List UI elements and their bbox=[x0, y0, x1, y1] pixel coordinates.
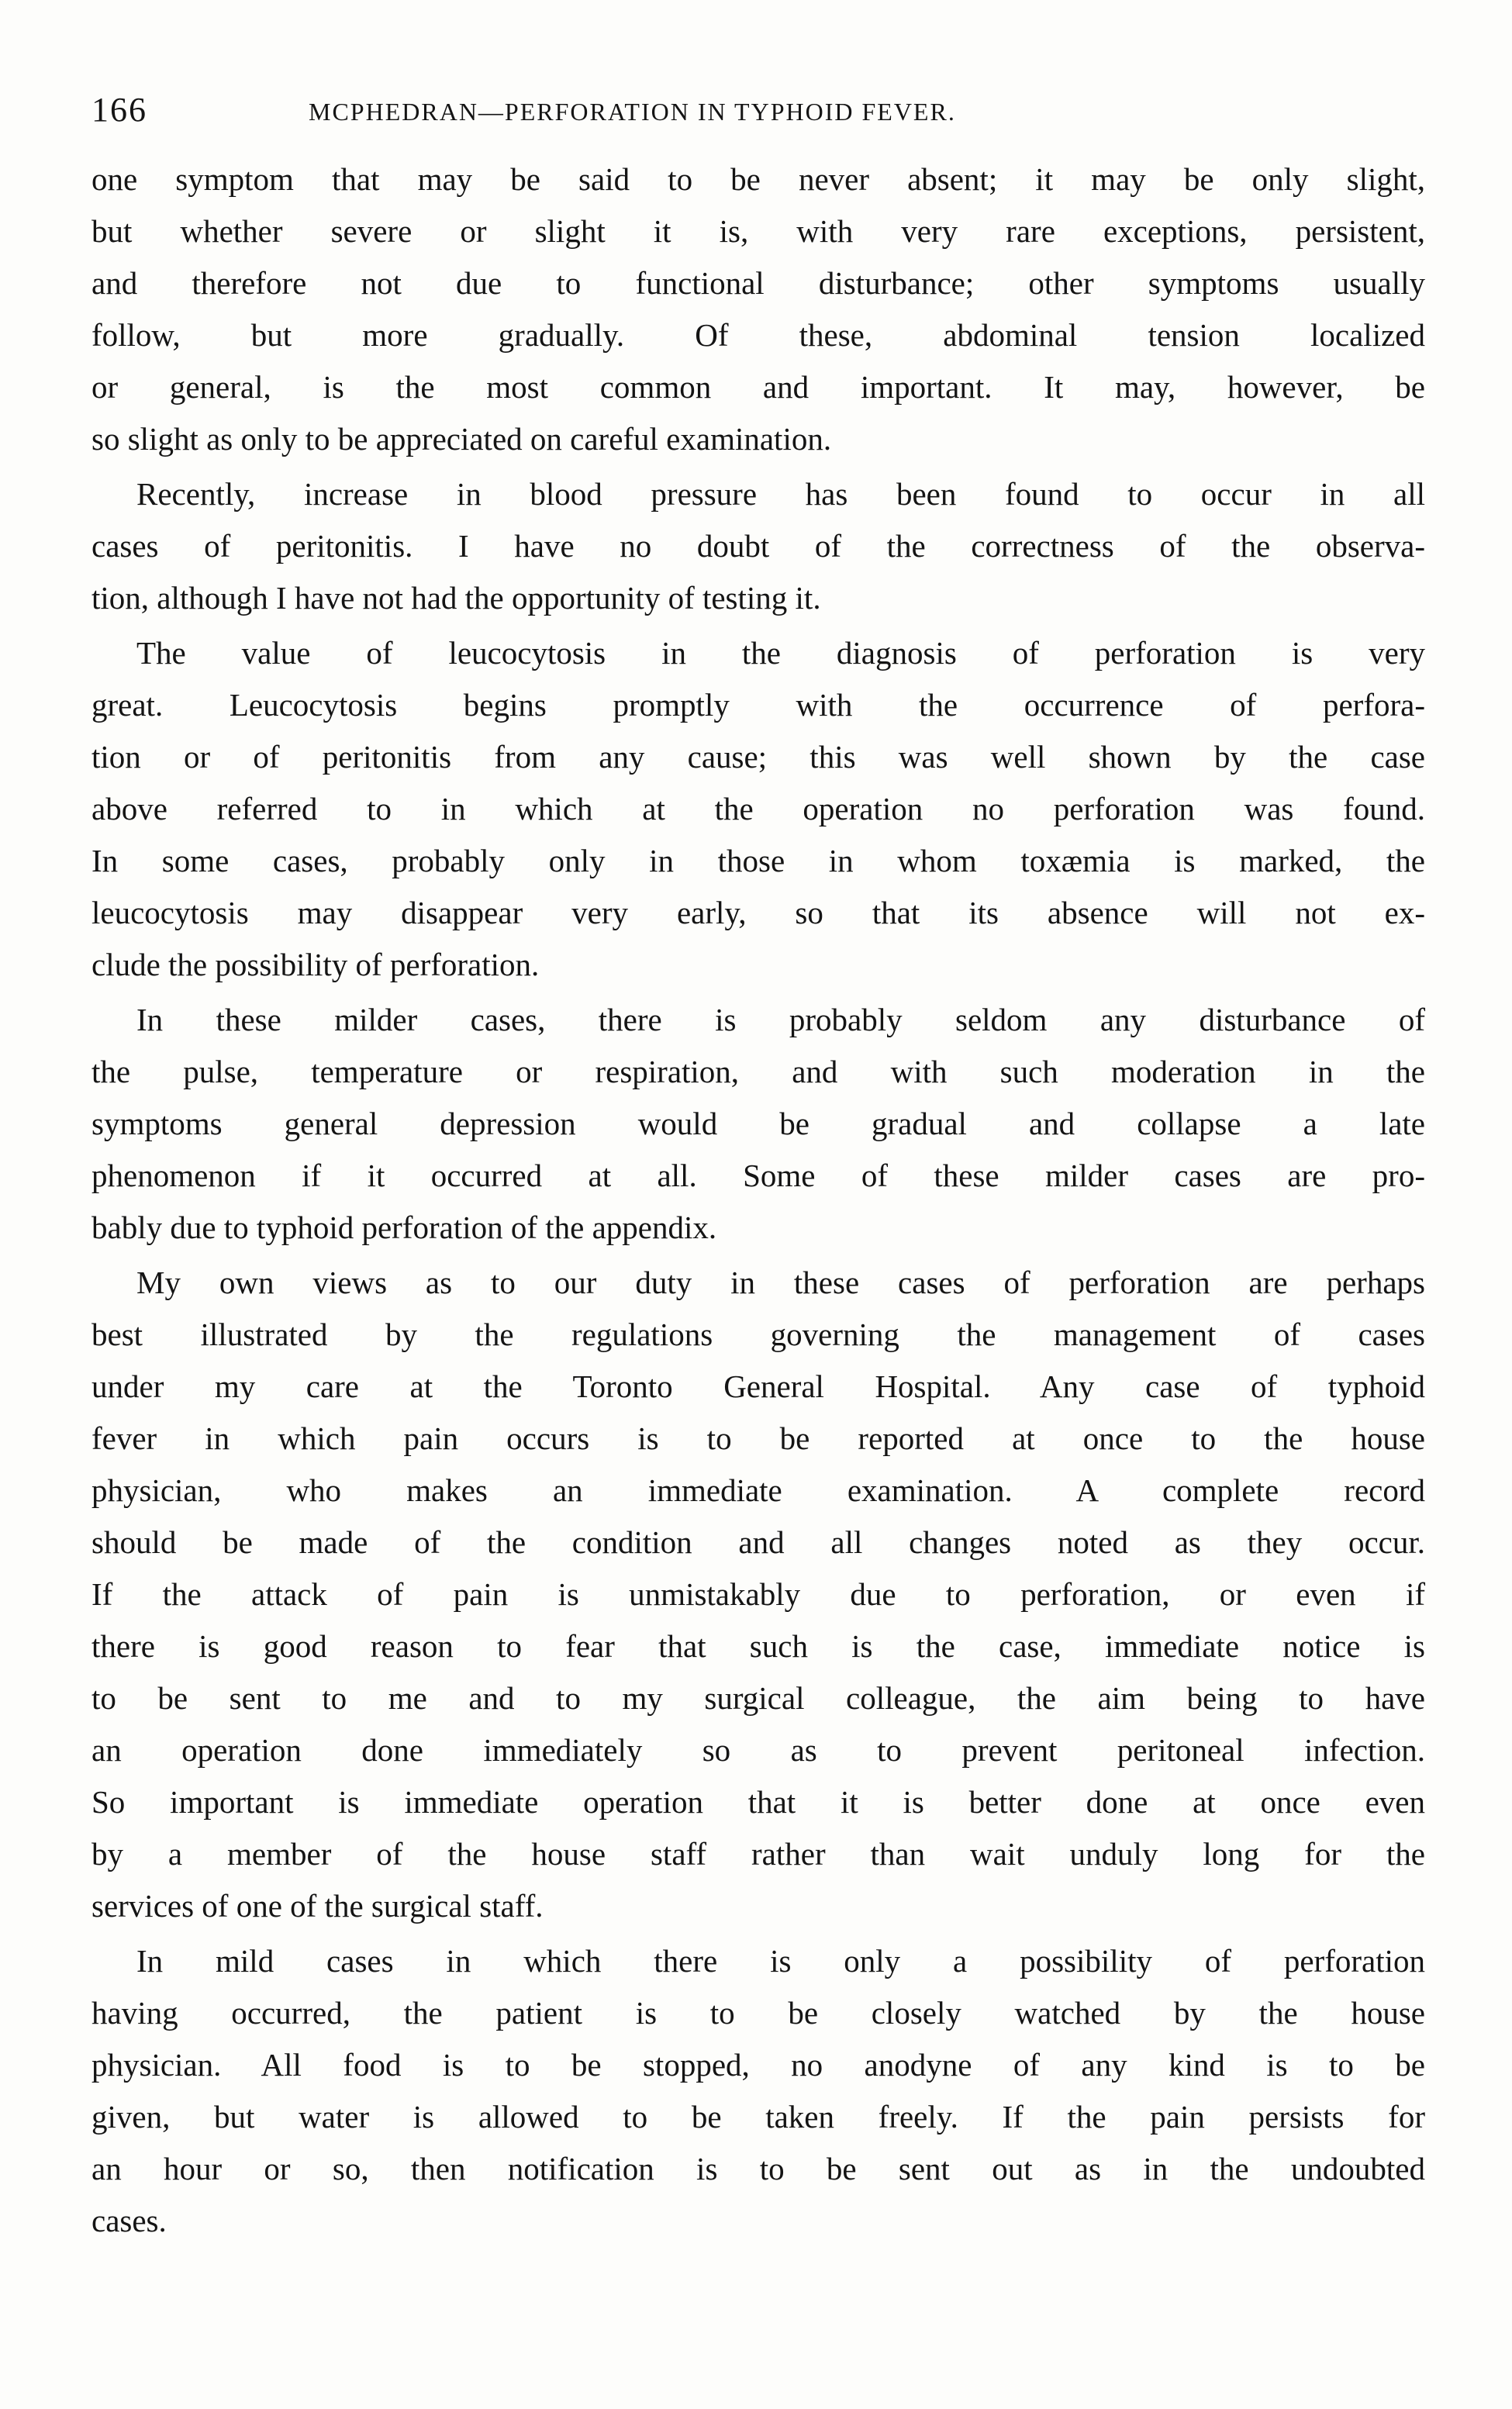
text-line: fever in which pain occurs is to be reported at once to the house bbox=[91, 1420, 1425, 1456]
text-line: symptoms general depression would be gradual and collapse a late bbox=[91, 1106, 1425, 1141]
paragraph bbox=[91, 1257, 1425, 1932]
text-line: bably due to typhoid perforation of the appendix. bbox=[91, 1210, 717, 1245]
text-line: follow, but more gradually. Of these, abdominal tension localized bbox=[91, 317, 1425, 353]
text-line: leucocytosis may disappear very early, so that its absence will not ex- bbox=[91, 895, 1425, 930]
text-line: to be sent to me and to my surgical colleague, the aim being to have bbox=[91, 1680, 1425, 1716]
paragraph bbox=[91, 154, 1425, 465]
text-line: best illustrated by the regulations governing the management of cases bbox=[91, 1317, 1425, 1352]
text-line: If the attack of pain is unmistakably due to perforation, or even if bbox=[91, 1576, 1425, 1612]
text-line: one symptom that may be said to be never absent; it may be only slight, bbox=[91, 161, 1425, 197]
text-line: In some cases, probably only in those in whom toxæmia is marked, the bbox=[91, 843, 1425, 878]
text-line: there is good reason to fear that such is the case, immediate notice is bbox=[91, 1628, 1425, 1664]
text-line: tion or of peritonitis from any cause; this was well shown by the case bbox=[91, 739, 1425, 775]
text-line: should be made of the condition and all changes noted as they occur. bbox=[91, 1524, 1425, 1560]
text-line: physician. All food is to be stopped, no anodyne of any kind is to be bbox=[91, 2047, 1425, 2083]
text-line: In mild cases in which there is only a possibility of perforation bbox=[136, 1943, 1425, 1979]
text-line: So important is immediate operation that it is better done at once even bbox=[91, 1784, 1425, 1820]
paragraph bbox=[91, 1935, 1425, 2247]
text-line: clude the possibility of perforation. bbox=[91, 947, 540, 982]
text-line: cases of peritonitis. I have no doubt of the correctness of the observa- bbox=[91, 528, 1425, 564]
text-line: by a member of the house staff rather than wait unduly long for the bbox=[91, 1836, 1425, 1872]
text-line: tion, although I have not had the opportunity of testing it. bbox=[91, 580, 821, 616]
text-line: and therefore not due to functional disturbance; other symptoms usually bbox=[91, 265, 1425, 301]
text-line: phenomenon if it occurred at all. Some of these milder cases are pro- bbox=[91, 1158, 1425, 1193]
text-line: but whether severe or slight it is, with very rare exceptions, persistent, bbox=[91, 213, 1425, 249]
text-line: cases. bbox=[91, 2203, 167, 2238]
text-line: so slight as only to be appreciated on careful examination. bbox=[91, 421, 832, 457]
text-line: Recently, increase in blood pressure has been found to occur in all bbox=[136, 476, 1425, 512]
text-line: In these milder cases, there is probably seldom any disturbance of bbox=[136, 1002, 1425, 1037]
text-line: an hour or so, then notification is to be sent out as in the undoubted bbox=[91, 2151, 1425, 2186]
page-number: 166 bbox=[91, 91, 147, 129]
text-line: physician, who makes an immediate examination. A complete record bbox=[91, 1472, 1425, 1508]
text-line: or general, is the most common and important. It may, however, be bbox=[91, 369, 1425, 405]
text-line: My own views as to our duty in these cases of perforation are perhaps bbox=[136, 1265, 1425, 1300]
paragraph bbox=[91, 994, 1425, 1254]
text-line: an operation done immediately so as to prevent peritoneal infection. bbox=[91, 1732, 1425, 1768]
text-line: above referred to in which at the operation no perforation was found. bbox=[91, 791, 1425, 827]
text-line: having occurred, the patient is to be closely watched by the house bbox=[91, 1995, 1425, 2031]
body-text bbox=[91, 154, 1425, 2250]
text-line: The value of leucocytosis in the diagnosis of perforation is very bbox=[136, 635, 1425, 671]
text-line: the pulse, temperature or respiration, and with such moderation in the bbox=[91, 1054, 1425, 1089]
page-header bbox=[91, 87, 1425, 133]
text-line: great. Leucocytosis begins promptly with the occurrence of perfora- bbox=[91, 687, 1425, 723]
paragraph bbox=[91, 468, 1425, 624]
running-head: MCPHEDRAN—PERFORATION IN TYPHOID FEVER. bbox=[309, 98, 956, 126]
paragraph bbox=[91, 627, 1425, 991]
text-line: under my care at the Toronto General Hospital. Any case of typhoid bbox=[91, 1368, 1425, 1404]
text-line: given, but water is allowed to be taken freely. If the pain persists for bbox=[91, 2099, 1425, 2135]
text-line: services of one of the surgical staff. bbox=[91, 1888, 544, 1924]
